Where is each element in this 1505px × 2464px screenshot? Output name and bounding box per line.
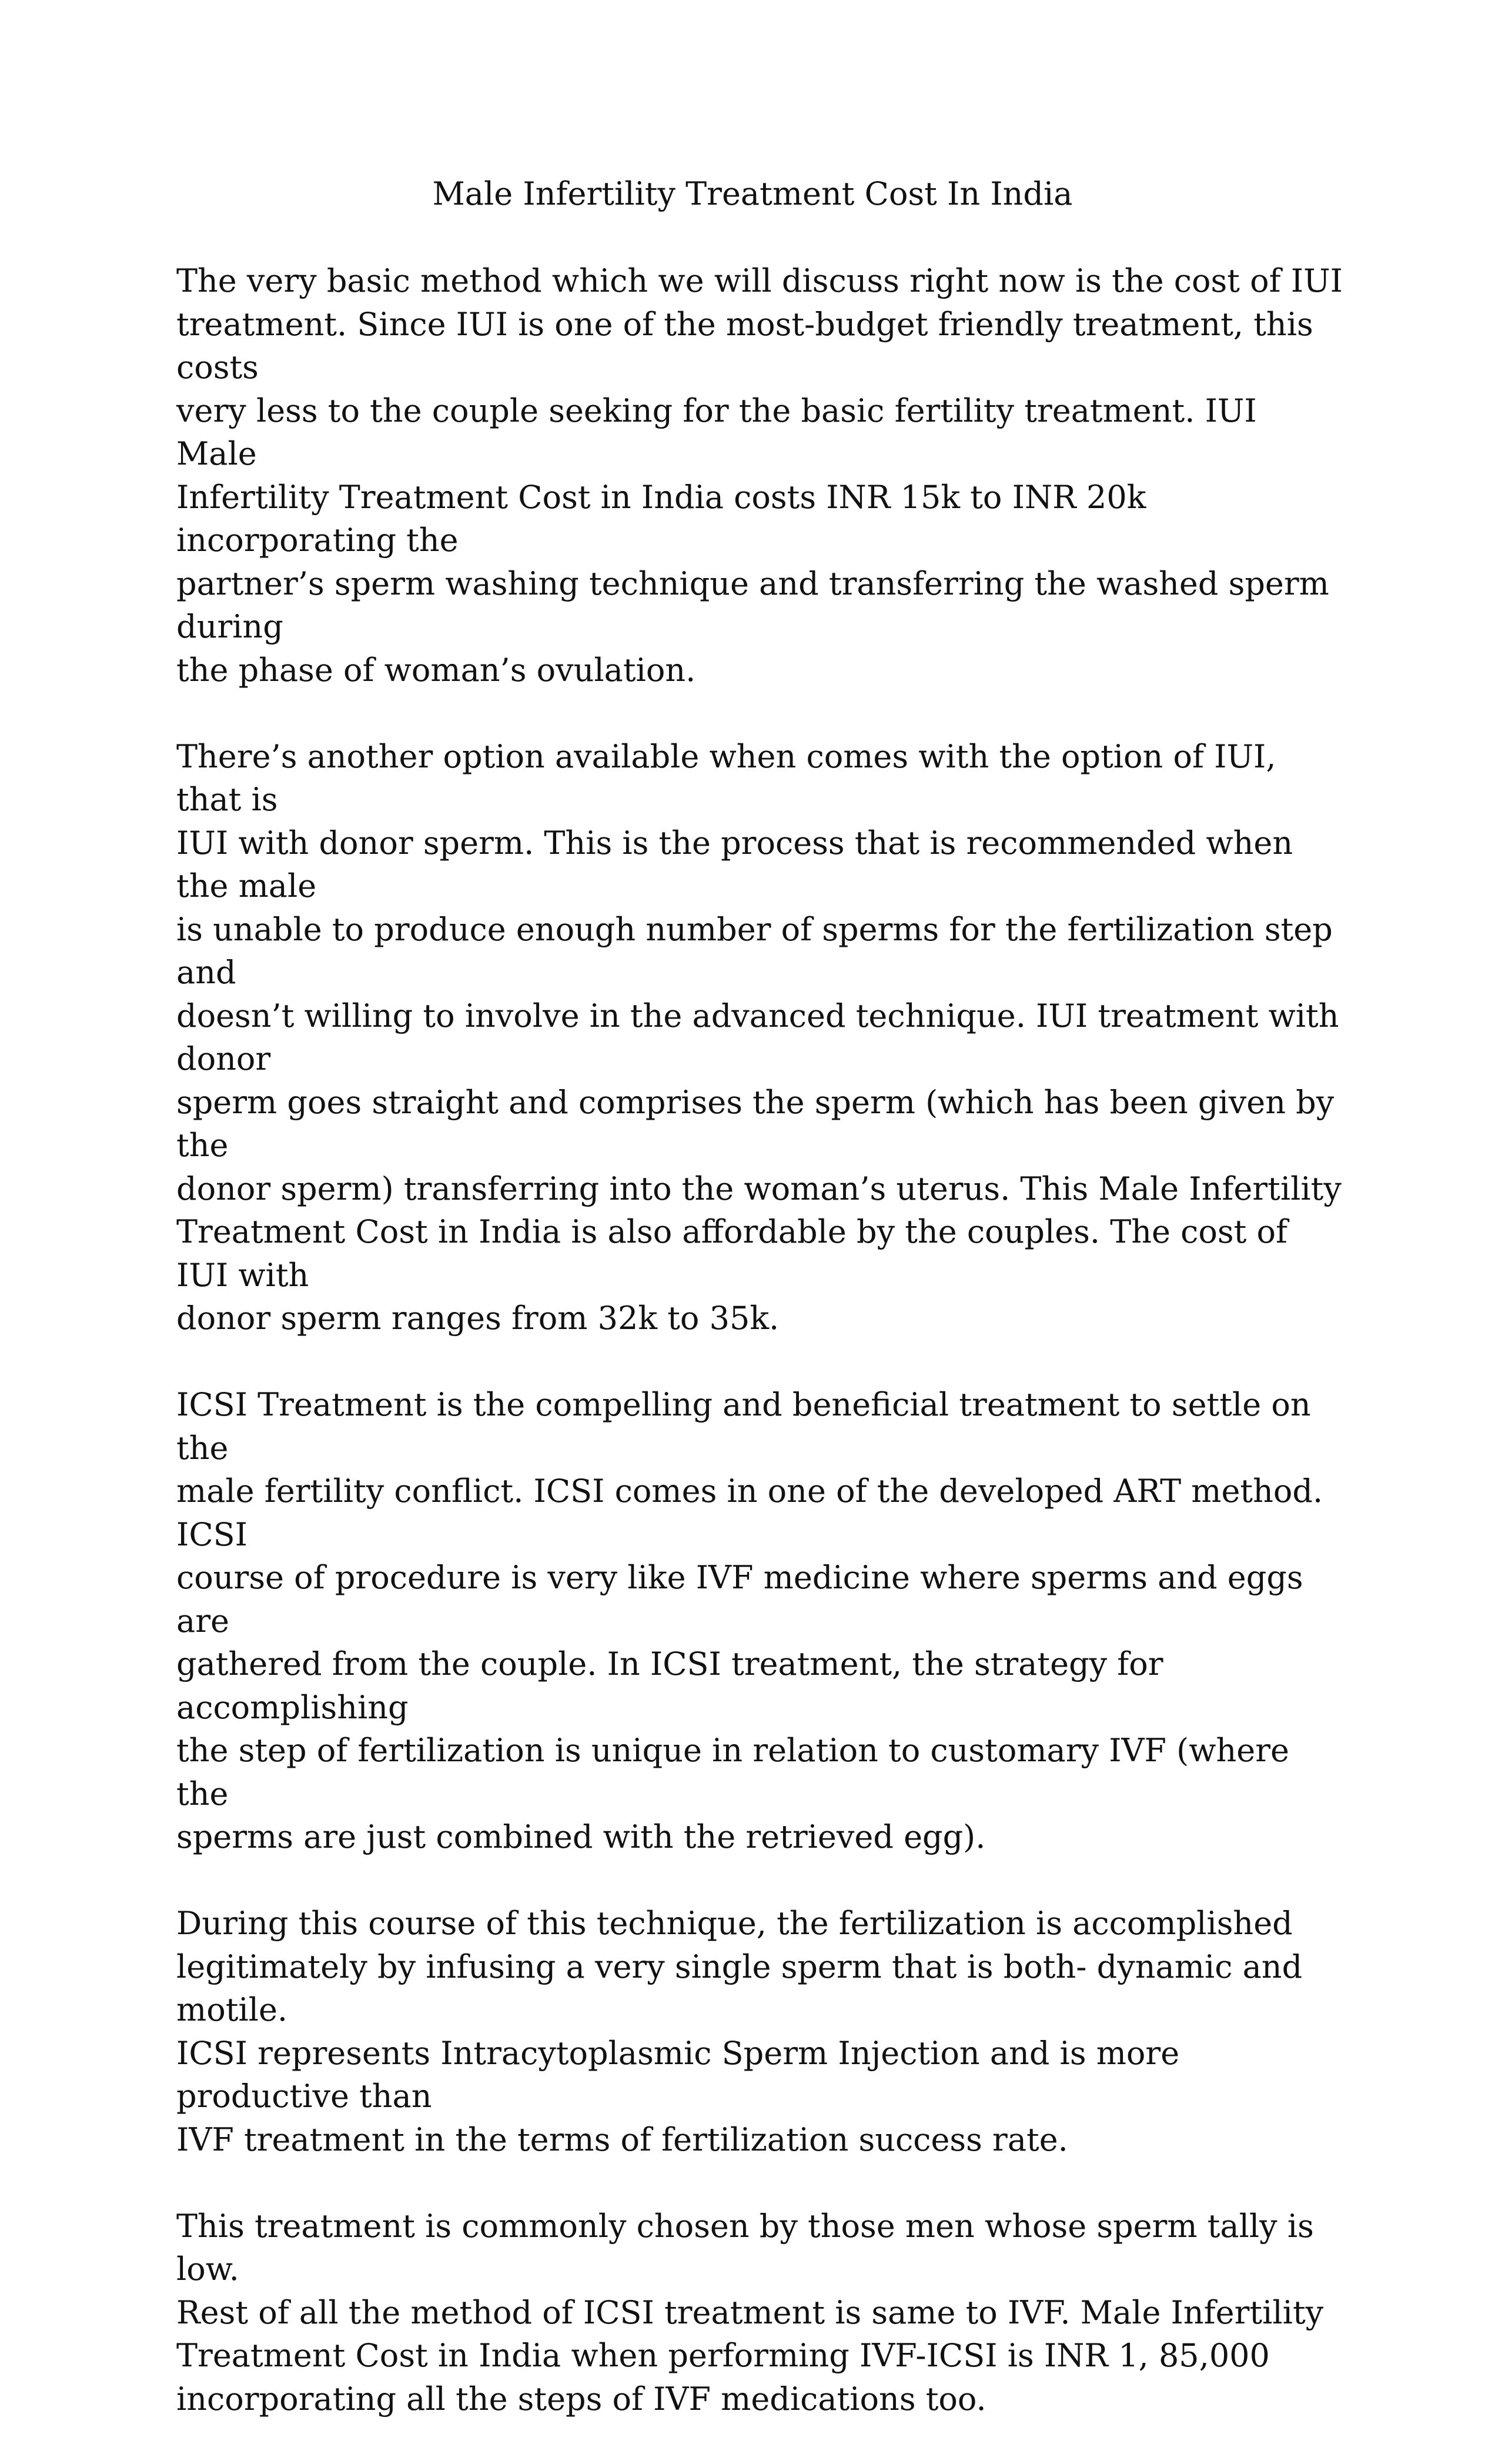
paragraph-iui-cost: The very basic method which we will discuss right now is the cost of IUI treatment. Since IUI is one of the most-budget friendly treatment, this costs very less to the couple seeking for the basic fertility treatment. IUI Male Infertility Treatment Cost in India costs INR 15k to INR 20k incorporating the partner’s sperm washing technique and transferring the washed sperm during the phase of woman’s ovulation. xyxy=(176,262,1343,689)
document-title: Male Infertility Treatment Cost In India xyxy=(432,175,1073,212)
paragraph-iui-donor-sperm: There’s another option available when comes with the option of IUI, that is IUI with donor sperm. This is the process that is recommended when the male is unable to produce enough number of sperms for the fertilization step and doesn’t willing to involve in the advanced technique. IUI treatment with donor sperm goes straight and comprises the sperm (which has been given by the donor sperm) transferring into the woman’s uterus. This Male Infertility Treatment Cost in India is also affordable by the couples. The cost of IUI with donor sperm ranges from 32k to 35k. xyxy=(176,737,1342,1337)
paragraph-ivf-icsi-cost: This treatment is commonly chosen by those men whose sperm tally is low. Rest of all the method of ICSI treatment is same to IVF. Male Infertility Treatment Cost in India when performing IVF-ICSI is INR 1, 85,000 incorporating all the steps of IVF medications too. xyxy=(176,2207,1324,2418)
paragraph-icsi-treatment: ICSI Treatment is the compelling and beneficial treatment to settle on the male fertility conflict. ICSI comes in one of the developed ART method. ICSI course of procedure is very like IVF medicine where sperms and eggs are gathered from the couple. In ICSI treatment, the strategy for accomplishing the step of fertilization is unique in relation to customary IVF (where the sperms are just combined with the retrieved egg). xyxy=(176,1386,1323,1855)
document-body xyxy=(176,259,1346,2464)
paragraph-icsi-technique: During this course of this technique, the fertilization is accomplished legitimately by infusing a very single sperm that is both- dynamic and motile. ICSI represents Intracytoplasmic Sperm Injection and is more productive than IVF treatment in the terms of fertilization success rate. xyxy=(176,1905,1303,2158)
